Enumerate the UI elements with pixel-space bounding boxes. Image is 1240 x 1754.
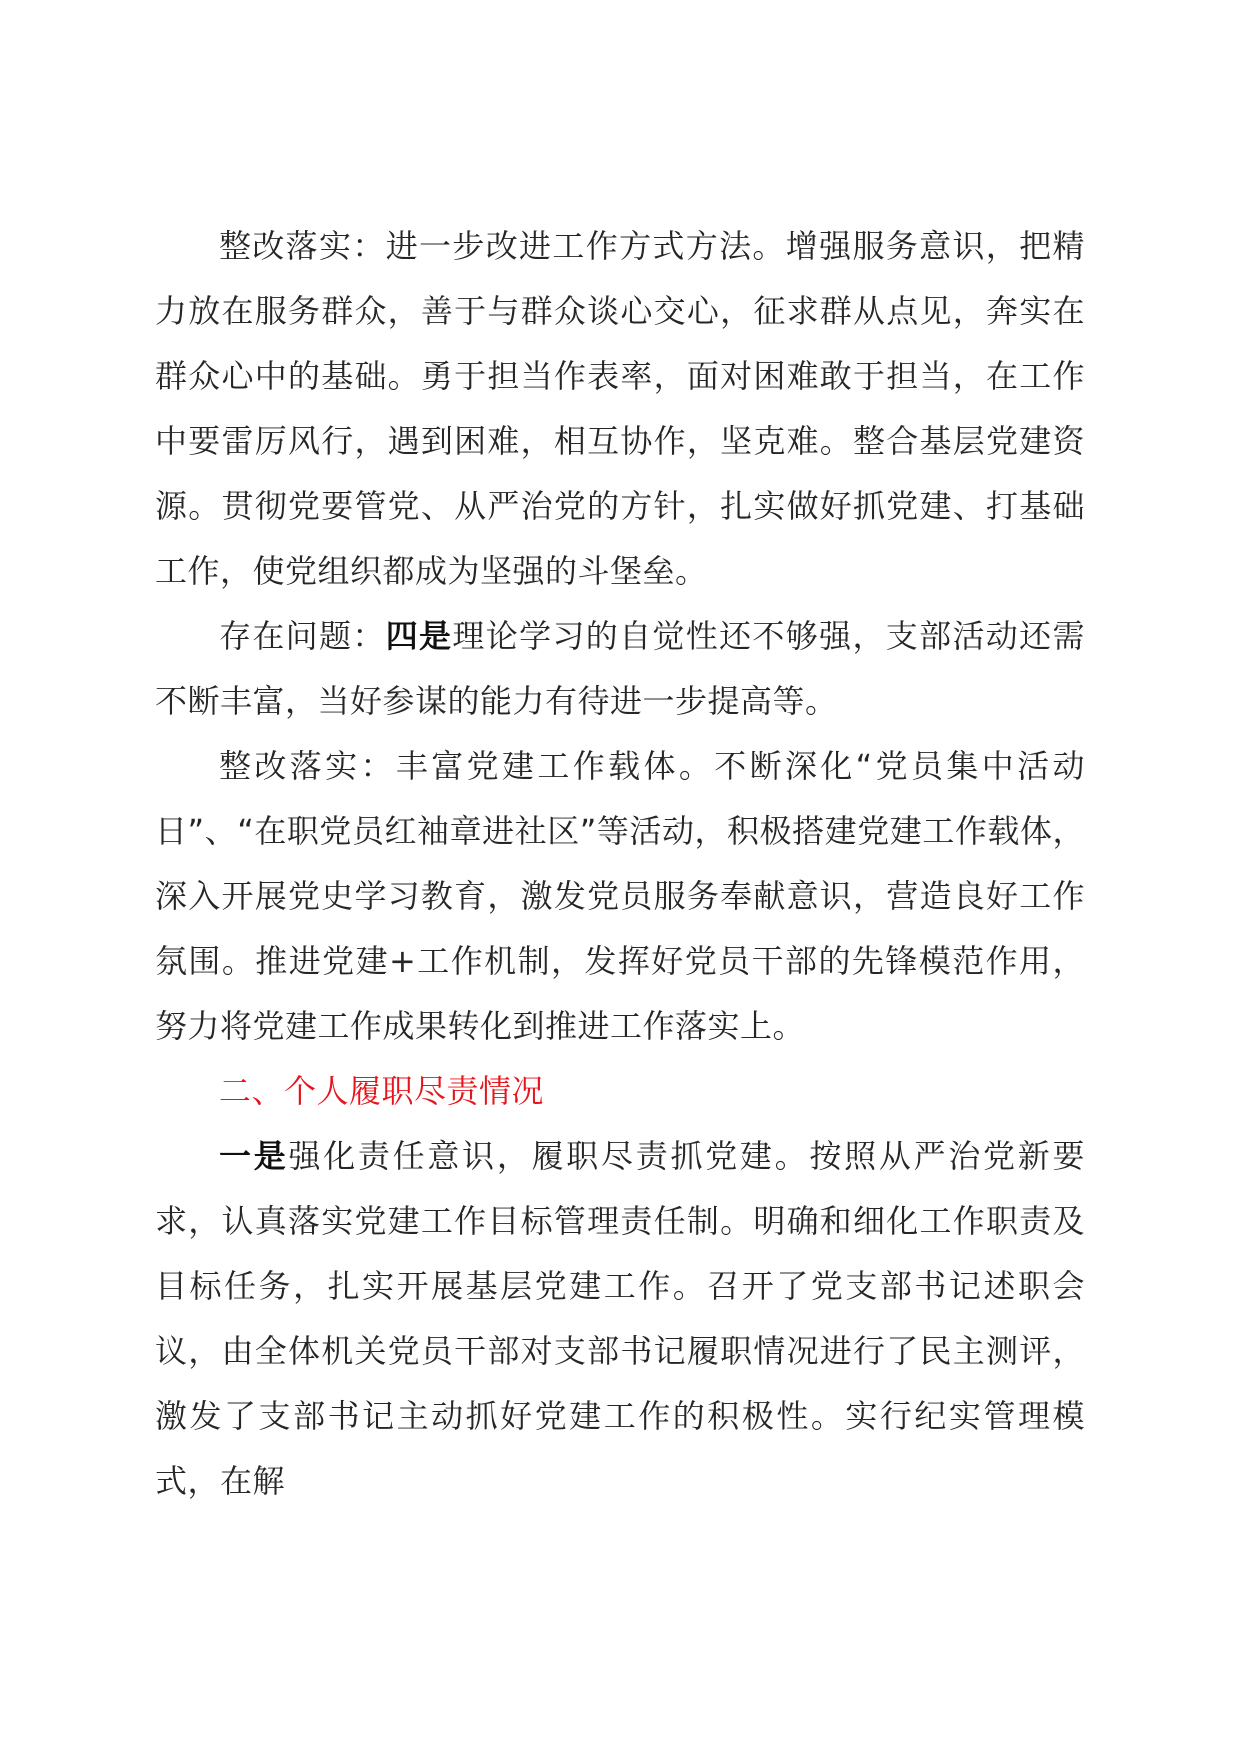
duty-number-bold: 一是 [219,1137,289,1175]
paragraph-problem-4 [155,604,1085,734]
section-heading: 二、个人履职尽责情况 [219,1072,545,1110]
problem-text: 理论学习的自觉性还不够强，支部活动还需不断丰富，当好参谋的能力有待进一步提高等。 [155,617,1085,720]
document-body [155,214,1085,1514]
duty-text: 强化责任意识，履职尽责抓党建。按照从严治党新要求，认真落实党建工作目标管理责任制。明确和细化工作职责及目标任务，扎实开展基层党建工作。召开了党支部书记述职会议，由全体机关党员干部对支部书记履职情况进行了民主测评，激发了支部书记主动抓好党建工作的积极性。实行纪实管理模式，在解 [155,1137,1085,1500]
paragraph-duty-1 [155,1124,1085,1514]
paragraph-rectification-1: 整改落实：进一步改进工作方式方法。增强服务意识，把精力放在服务群众，善于与群众谈心交心，征求群从点见，奔实在群众心中的基础。勇于担当作表率，面对困难敢于担当，在工作中要雷厉风行，遇到困难，相互协作，坚克难。整合基层党建资源。贯彻党要管党、从严治党的方针，扎实做好抓党建、打基础工作，使党组织都成为坚强的斗堡垒。 [155,227,1085,590]
problem-number-bold: 四是 [385,617,453,655]
paragraph-rectification-2: 整改落实：丰富党建工作载体。不断深化“党员集中活动日”、“在职党员红袖章进社区”等活动，积极搭建党建工作载体，深入开展党史学习教育，激发党员服务奉献意识，营造良好工作氛围。推进党建+工作机制，发挥好党员干部的先锋模范作用，努力将党建工作成果转化到推进工作落实上。 [155,747,1085,1045]
problem-label: 存在问题： [219,617,386,655]
